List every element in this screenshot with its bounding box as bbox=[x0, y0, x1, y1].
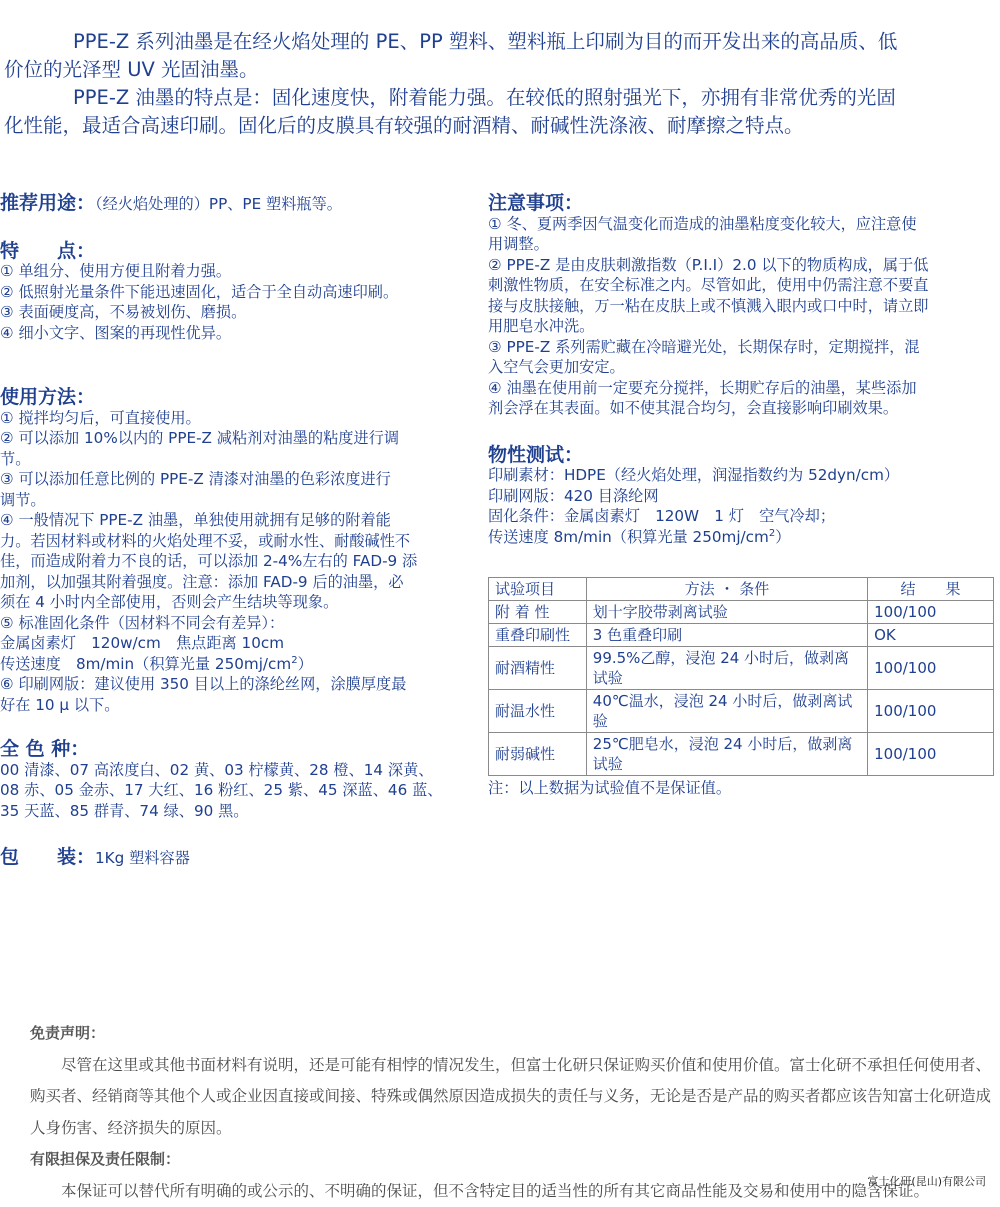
list-item: ② PPE-Z 是由皮肤刺激指数（P.I.I）2.0 以下的物质构成，属于低 bbox=[488, 255, 994, 276]
method-title: 使用方法： bbox=[0, 387, 470, 408]
list-item: ② 可以添加 10%以内的 PPE-Z 减粘剂对油墨的粘度进行调 bbox=[0, 428, 470, 449]
table-header: 试验项目 bbox=[489, 578, 587, 601]
table-cell: 40℃温水，浸泡 24 小时后，做剥离试验 bbox=[586, 690, 867, 733]
table-cell: 100/100 bbox=[868, 601, 994, 624]
intro-line: 化性能，最适合高速印刷。固化后的皮膜具有较强的耐酒精、耐碱性洗涤液、耐摩擦之特点。 bbox=[0, 112, 1000, 140]
list-item: 佳，而造成附着力不良的话，可以添加 2-4%左右的 FAD-9 添 bbox=[0, 551, 470, 572]
table-cell: 重叠印刷性 bbox=[489, 624, 587, 647]
table-cell: 99.5%乙醇，浸泡 24 小时后，做剥离试验 bbox=[586, 647, 867, 690]
usage-text: （经火焰处理的）PP、PE 塑料瓶等。 bbox=[95, 195, 342, 213]
list-item: ④ 细小文字、图案的再现性优异。 bbox=[0, 323, 470, 344]
list-item: 入空气会更加安定。 bbox=[488, 357, 994, 378]
list-item: ⑤ 标准固化条件（因材料不同会有差异）： bbox=[0, 613, 470, 634]
list-item: 好在 10 μ 以下。 bbox=[0, 695, 470, 716]
notes-title: 注意事项： bbox=[488, 193, 994, 214]
table-cell: 25℃肥皂水，浸泡 24 小时后，做剥离试验 bbox=[586, 733, 867, 776]
disclaimer bbox=[30, 1018, 995, 1207]
speed-close: ） bbox=[775, 528, 790, 546]
speed-close: ） bbox=[298, 655, 313, 673]
usage-section bbox=[0, 193, 470, 215]
table-cell: 耐酒精性 bbox=[489, 647, 587, 690]
colors-list bbox=[0, 760, 470, 822]
left-column bbox=[0, 193, 470, 869]
intro bbox=[0, 28, 1000, 140]
usage-title: 推荐用途： bbox=[0, 192, 95, 214]
list-item: 接与皮肤接触，万一粘在皮肤上或不慎溅入眼内或口中时，请立即 bbox=[488, 296, 994, 317]
list-item: ③ 可以添加任意比例的 PPE-Z 清漆对油墨的色彩浓度进行 bbox=[0, 469, 470, 490]
table-cell: 100/100 bbox=[868, 733, 994, 776]
disclaimer-title: 免责声明： bbox=[30, 1018, 995, 1050]
warranty-title: 有限担保及责任限制： bbox=[30, 1144, 995, 1176]
features-title: 特 点： bbox=[0, 241, 470, 262]
table-cell: OK bbox=[868, 624, 994, 647]
list-item: 印刷网版：420 目涤纶网 bbox=[488, 486, 994, 507]
list-item: 节。 bbox=[0, 449, 470, 470]
list-item bbox=[0, 654, 470, 675]
colors-title: 全 色 种： bbox=[0, 739, 470, 760]
table-cell: 划十字胶带剥离试验 bbox=[586, 601, 867, 624]
list-item: 用调整。 bbox=[488, 234, 994, 255]
superscript: 2 bbox=[769, 527, 775, 538]
table-row bbox=[489, 647, 994, 690]
table-row bbox=[489, 690, 994, 733]
table-row bbox=[489, 601, 994, 624]
list-item: 印刷素材：HDPE（经火焰处理，润湿指数约为 52dyn/cm） bbox=[488, 465, 994, 486]
package-section bbox=[0, 847, 470, 869]
table-row bbox=[489, 624, 994, 647]
list-item: 加剂，以加强其附着强度。注意：添加 FAD-9 后的油墨，必 bbox=[0, 572, 470, 593]
table-cell: 100/100 bbox=[868, 690, 994, 733]
list-item: 固化条件：金属卤素灯 120W 1 灯 空气冷却； bbox=[488, 506, 994, 527]
list-item: ③ 表面硬度高，不易被划伤、磨损。 bbox=[0, 302, 470, 323]
intro-line: PPE-Z 油墨的特点是：固化速度快，附着能力强。在较低的照射强光下，亦拥有非常优秀的光固 bbox=[0, 84, 1000, 112]
method-list bbox=[0, 408, 470, 716]
list-item: ① 单组分、使用方便且附着力强。 bbox=[0, 261, 470, 282]
disclaimer-text: 尽管在这里或其他书面材料有说明，还是可能有相悖的情况发生，但富士化研只保证购买价值和使用价值。富士化研不承担任何使用者、购买者、经销商等其他个人或企业因直接或间接、特殊或偶然原因造成损失的责任与义务，无论是否是产品的购买者都应该告知富士化研造成人身伤害、经济损失的原因。 bbox=[30, 1050, 995, 1145]
list-item: ② 低照射光量条件下能迅速固化，适合于全自动高速印刷。 bbox=[0, 282, 470, 303]
list-item: 08 赤、05 金赤、17 大红、16 粉红、25 紫、45 深蓝、46 蓝、 bbox=[0, 780, 470, 801]
test-table bbox=[488, 577, 994, 776]
list-item: 力。若因材料或材料的火焰处理不妥，或耐水性、耐酸碱性不 bbox=[0, 531, 470, 552]
table-header-row bbox=[489, 578, 994, 601]
speed-text: 传送速度 8m/min（积算光量 250mj/cm bbox=[488, 528, 769, 546]
table-row bbox=[489, 733, 994, 776]
list-item bbox=[488, 527, 994, 548]
list-item: 调节。 bbox=[0, 490, 470, 511]
table-cell: 3 色重叠印刷 bbox=[586, 624, 867, 647]
list-item: ④ 油墨在使用前一定要充分搅拌，长期贮存后的油墨，某些添加 bbox=[488, 378, 994, 399]
table-cell: 100/100 bbox=[868, 647, 994, 690]
right-column bbox=[488, 193, 994, 799]
speed-text: 传送速度 8m/min（积算光量 250mj/cm bbox=[0, 655, 291, 673]
package-title: 包 装： bbox=[0, 846, 95, 868]
intro-line: PPE-Z 系列油墨是在经火焰处理的 PE、PP 塑料、塑料瓶上印刷为目的而开发出来的高品质、低 bbox=[0, 28, 1000, 56]
features-list bbox=[0, 261, 470, 343]
table-cell: 耐弱碱性 bbox=[489, 733, 587, 776]
physical-title: 物性测试： bbox=[488, 445, 994, 466]
list-item: ④ 一般情况下 PPE-Z 油墨，单独使用就拥有足够的附着能 bbox=[0, 510, 470, 531]
table-header: 结 果 bbox=[868, 578, 994, 601]
list-item: ⑥ 印刷网版：建议使用 350 目以上的涤纶丝网，涂膜厚度最 bbox=[0, 674, 470, 695]
table-cell: 耐温水性 bbox=[489, 690, 587, 733]
list-item: 用肥皂水冲洗。 bbox=[488, 316, 994, 337]
list-item: ③ PPE-Z 系列需贮藏在冷暗避光处，长期保存时，定期搅拌，混 bbox=[488, 337, 994, 358]
superscript: 2 bbox=[291, 654, 297, 665]
list-item: 00 清漆、07 高浓度白、02 黄、03 柠檬黄、28 橙、14 深黄、 bbox=[0, 760, 470, 781]
company-name: 富士化研(昆山)有限公司 bbox=[867, 1173, 986, 1189]
list-item: ① 冬、夏两季因气温变化而造成的油墨粘度变化较大，应注意使 bbox=[488, 214, 994, 235]
list-item: 剂会浮在其表面。如不使其混合均匀，会直接影响印刷效果。 bbox=[488, 398, 994, 419]
warranty-text: 本保证可以替代所有明确的或公示的、不明确的保证，但不含特定目的适当性的所有其它商品性能及交易和使用中的隐含保证。 bbox=[30, 1176, 995, 1207]
physical-list bbox=[488, 465, 994, 547]
list-item: 35 天蓝、85 群青、74 绿、90 黑。 bbox=[0, 801, 470, 822]
table-header: 方法 ・ 条件 bbox=[586, 578, 867, 601]
list-item: 金属卤素灯 120w/cm 焦点距离 10cm bbox=[0, 633, 470, 654]
intro-line: 价位的光泽型 UV 光固油墨。 bbox=[0, 56, 1000, 84]
list-item: ① 搅拌均匀后，可直接使用。 bbox=[0, 408, 470, 429]
notes-list bbox=[488, 214, 994, 419]
table-note: 注：以上数据为试验值不是保证值。 bbox=[488, 778, 994, 799]
list-item: 须在 4 小时内全部使用，否则会产生结块等现象。 bbox=[0, 592, 470, 613]
list-item: 刺激性物质，在安全标准之内。尽管如此，使用中仍需注意不要直 bbox=[488, 275, 994, 296]
table-cell: 附 着 性 bbox=[489, 601, 587, 624]
package-text: 1Kg 塑料容器 bbox=[95, 849, 190, 867]
